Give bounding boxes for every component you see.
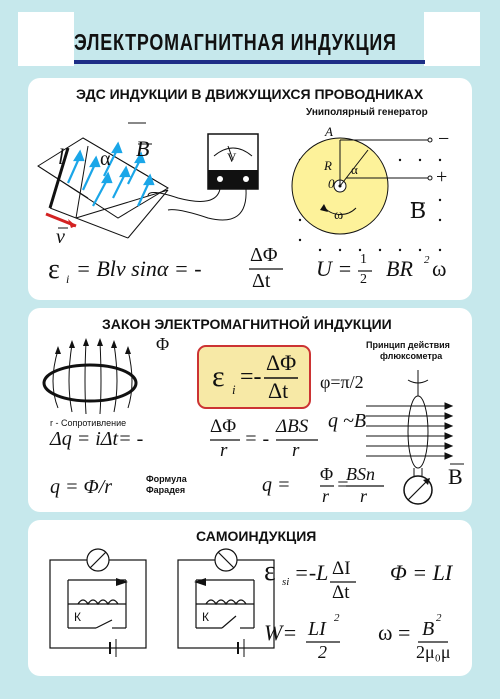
voltage-BR: BR bbox=[386, 256, 413, 281]
voltmeter bbox=[148, 134, 258, 220]
self-induction-circuits bbox=[28, 520, 472, 676]
q-eq3: = bbox=[336, 474, 350, 496]
label-v: v bbox=[56, 226, 65, 248]
gen-label-B: B bbox=[410, 198, 427, 224]
energy-density-exp: 2 bbox=[436, 612, 442, 624]
emf-symbol: ε bbox=[48, 254, 60, 285]
flux-loop-diagram bbox=[44, 338, 136, 414]
voltage-exp: 2 bbox=[424, 254, 430, 266]
voltage-formula: U = bbox=[316, 256, 353, 281]
section-heading: ЗАКОН ЭЛЕКТРОМАГНИТНОЙ ИНДУКЦИИ bbox=[102, 316, 392, 332]
key-label-2: К bbox=[202, 610, 209, 624]
energy-lhs: W= bbox=[264, 620, 298, 645]
voltage-frac-den: 2 bbox=[360, 272, 367, 287]
main-emf-symbol: ε bbox=[212, 360, 225, 393]
self-emf-num: ΔI bbox=[332, 558, 351, 579]
phi-angle: φ=π/2 bbox=[320, 372, 364, 392]
gen-label-R: R bbox=[324, 158, 332, 173]
energy-density-num: B bbox=[422, 618, 435, 640]
energy-density-lhs: ω = bbox=[378, 620, 411, 645]
energy-num: LI bbox=[308, 618, 326, 640]
main-frac-num: ΔΦ bbox=[266, 350, 297, 375]
flux-label: Φ bbox=[156, 334, 170, 354]
label-B: B bbox=[136, 136, 150, 161]
emf-frac-den: Δt bbox=[252, 270, 271, 292]
gen-label-omega: ω bbox=[334, 208, 344, 223]
main-emf-eq: =- bbox=[240, 364, 262, 390]
label-alpha: α bbox=[100, 148, 111, 170]
fluxmeter-title-2: флюксометра bbox=[380, 351, 443, 361]
faraday-label-1: Формула bbox=[146, 474, 187, 484]
fluxmeter-diagram bbox=[366, 370, 452, 504]
dq-num1: ΔΦ bbox=[210, 416, 237, 437]
corner-tab-left bbox=[18, 12, 74, 66]
emf-subscript: i bbox=[66, 272, 70, 286]
energy-exp: 2 bbox=[334, 612, 340, 624]
q-den-a: r bbox=[322, 486, 330, 506]
section-emf-moving-conductors bbox=[28, 78, 472, 300]
circuit-open-key bbox=[178, 549, 274, 657]
dq-den1: r bbox=[220, 440, 228, 461]
emf-formula: = Blv sinα = - bbox=[76, 256, 202, 281]
q-formula: q = Φ/r bbox=[50, 476, 113, 498]
dq-num2: ΔBS bbox=[276, 416, 309, 437]
generator-label: Униполярный генератор bbox=[306, 107, 428, 118]
section-induction-law bbox=[28, 308, 472, 512]
page-title: ЭЛЕКТРОМАГНИТНАЯ ИНДУКЦИЯ bbox=[74, 29, 397, 55]
resistance-note: r - Сопротивление bbox=[50, 418, 127, 428]
voltmeter-label: V bbox=[227, 150, 237, 165]
voltage-omega: ω bbox=[432, 256, 447, 281]
section-heading: ЭДС ИНДУКЦИИ В ДВИЖУЩИХСЯ ПРОВОДНИКАХ bbox=[76, 86, 424, 102]
q-den-b: r bbox=[360, 486, 368, 506]
key-label-1: К bbox=[74, 610, 81, 624]
emf-frac-num: ΔΦ bbox=[250, 244, 278, 266]
fluxmeter-title-1: Принцип действия bbox=[366, 340, 450, 350]
main-frac-den: Δt bbox=[268, 378, 289, 403]
unipolar-generator bbox=[292, 138, 441, 251]
label-l: l bbox=[58, 144, 65, 169]
section-heading: САМОИНДУКЦИЯ bbox=[196, 528, 317, 544]
faraday-label-2: Фарадея bbox=[146, 485, 186, 495]
section-self-induction bbox=[28, 520, 472, 676]
dq-mid: = - bbox=[244, 428, 270, 450]
dq-formula: Δq = iΔt= - bbox=[50, 428, 144, 450]
self-emf-sub: si bbox=[282, 576, 290, 588]
voltage-frac-num: 1 bbox=[360, 252, 367, 267]
flux-inductance-formula: Φ = LI bbox=[390, 560, 453, 585]
gen-terminal-plus: + bbox=[436, 166, 448, 188]
gen-terminal-minus: − bbox=[438, 128, 450, 150]
q-eq2: q = bbox=[262, 474, 291, 496]
corner-tab-right bbox=[424, 12, 480, 66]
energy-den: 2 bbox=[318, 642, 327, 662]
fluxmeter-B: B bbox=[448, 464, 463, 489]
title-underline bbox=[74, 60, 425, 64]
q-num-b: BSn bbox=[346, 464, 375, 484]
circuit-closed-key bbox=[50, 549, 146, 657]
self-emf-symbol: ε bbox=[264, 556, 276, 587]
main-emf-sub: i bbox=[232, 382, 236, 397]
gen-label-alpha: α bbox=[351, 162, 358, 177]
energy-density-den: 2μ₀μ bbox=[416, 642, 451, 662]
q-num-a: Φ bbox=[320, 464, 334, 484]
self-emf-den: Δt bbox=[332, 582, 350, 603]
dq-den2: r bbox=[292, 440, 300, 461]
gen-label-O: 0 bbox=[328, 176, 335, 191]
gen-label-A: A bbox=[325, 124, 333, 139]
self-emf-eq: =-L bbox=[294, 560, 329, 585]
q-proportional: q ~B bbox=[328, 410, 367, 432]
